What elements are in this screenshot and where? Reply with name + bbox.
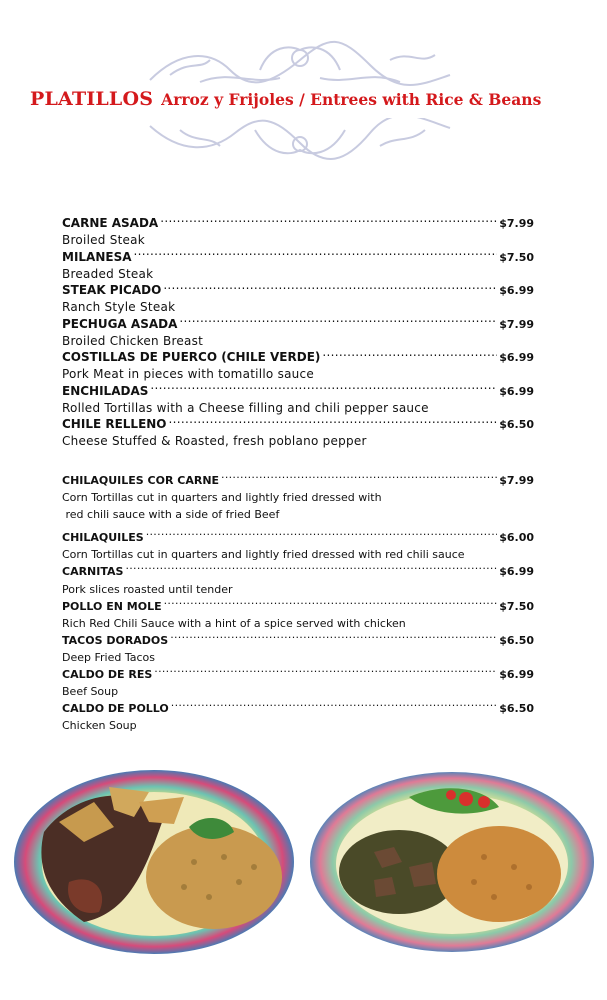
list-item (62, 529, 534, 563)
title-subtitle: Arroz y Frijoles / Entrees with Rice & Beans (161, 90, 542, 109)
item-name: COSTILLAS DE PUERCO (CHILE VERDE) (62, 350, 321, 364)
item-name: CHILAQUILES (62, 531, 144, 545)
item-description: Corn Tortillas cut in quarters and lightly fried dressed with (62, 491, 382, 505)
item-price: $6.00 (499, 531, 534, 545)
item-price: $6.50 (499, 702, 534, 716)
item-price: $6.99 (499, 384, 534, 398)
item-description: Beef Soup (62, 685, 119, 699)
list-item (62, 598, 534, 632)
item-name: MILANESA (62, 249, 132, 264)
item-price: $6.99 (499, 284, 534, 297)
item-name: PECHUGA ASADA (62, 316, 178, 331)
item-description: Rich Red Chili Sauce with a hint of a spice served with chicken (62, 616, 406, 630)
item-description: Deep Fried Tacos (62, 650, 155, 664)
item-description: Broiled Steak (62, 233, 145, 248)
list-item (62, 472, 534, 523)
item-price: $7.99 (499, 217, 534, 230)
list-item (62, 563, 534, 597)
list-item (62, 249, 534, 283)
list-item (62, 632, 534, 666)
list-item (62, 700, 534, 734)
item-price: $7.99 (499, 474, 534, 487)
decorative-flourish-icon (140, 118, 460, 160)
item-name: CHILE RELLENO (62, 417, 167, 431)
item-name: CARNITAS (62, 565, 124, 579)
food-photo (14, 762, 596, 960)
item-price: $6.99 (499, 351, 534, 364)
item-description: Rolled Tortillas with a Cheese filling and chili pepper sauce (62, 400, 429, 415)
plate-left (14, 770, 294, 954)
page-title (30, 88, 541, 110)
item-price: $7.99 (499, 317, 534, 331)
item-description: Corn Tortillas cut in quarters and lightly fried dressed with red chili sauce (62, 548, 465, 562)
item-price: $7.50 (499, 599, 534, 613)
item-price: $6.99 (499, 565, 534, 579)
item-description: Pork slices roasted until tender (62, 582, 233, 596)
item-price: $6.50 (499, 633, 534, 647)
menu-header (0, 40, 607, 160)
item-name: POLLO EN MOLE (62, 599, 162, 613)
item-price: $6.50 (499, 418, 534, 431)
item-name: ENCHILADAS (62, 383, 149, 398)
item-name: TACOS DORADOS (62, 633, 169, 647)
item-description: Breaded Steak (62, 266, 154, 281)
item-price: $7.50 (499, 250, 534, 264)
item-name: CHILAQUILES COR CARNE (62, 474, 220, 487)
list-item (62, 666, 534, 700)
item-description-continued: red chili sauce with a side of fried Beef (62, 508, 280, 522)
entrees-list-secondary (62, 472, 534, 734)
item-name: CALDO DE POLLO (62, 702, 169, 716)
list-item (62, 416, 534, 450)
item-description: Cheese Stuffed & Roasted, fresh poblano pepper (62, 434, 367, 449)
title-main: PLATILLOS (30, 88, 154, 110)
item-description: Ranch Style Steak (62, 300, 176, 315)
item-name: CARNE ASADA (62, 216, 159, 230)
entrees-list-primary (62, 215, 534, 450)
decorative-flourish-icon (140, 40, 460, 90)
list-item (62, 282, 534, 316)
item-description: Pork Meat in pieces with tomatillo sauce (62, 367, 315, 382)
list-item (62, 316, 534, 350)
item-name: CALDO DE RES (62, 668, 153, 682)
list-item (62, 349, 534, 383)
item-price: $6.99 (499, 668, 534, 682)
item-name: STEAK PICADO (62, 283, 162, 297)
plate-right (310, 772, 594, 952)
list-item (62, 383, 534, 417)
list-item (62, 215, 534, 249)
item-description: Broiled Chicken Breast (62, 333, 204, 348)
item-description: Chicken Soup (62, 719, 137, 733)
